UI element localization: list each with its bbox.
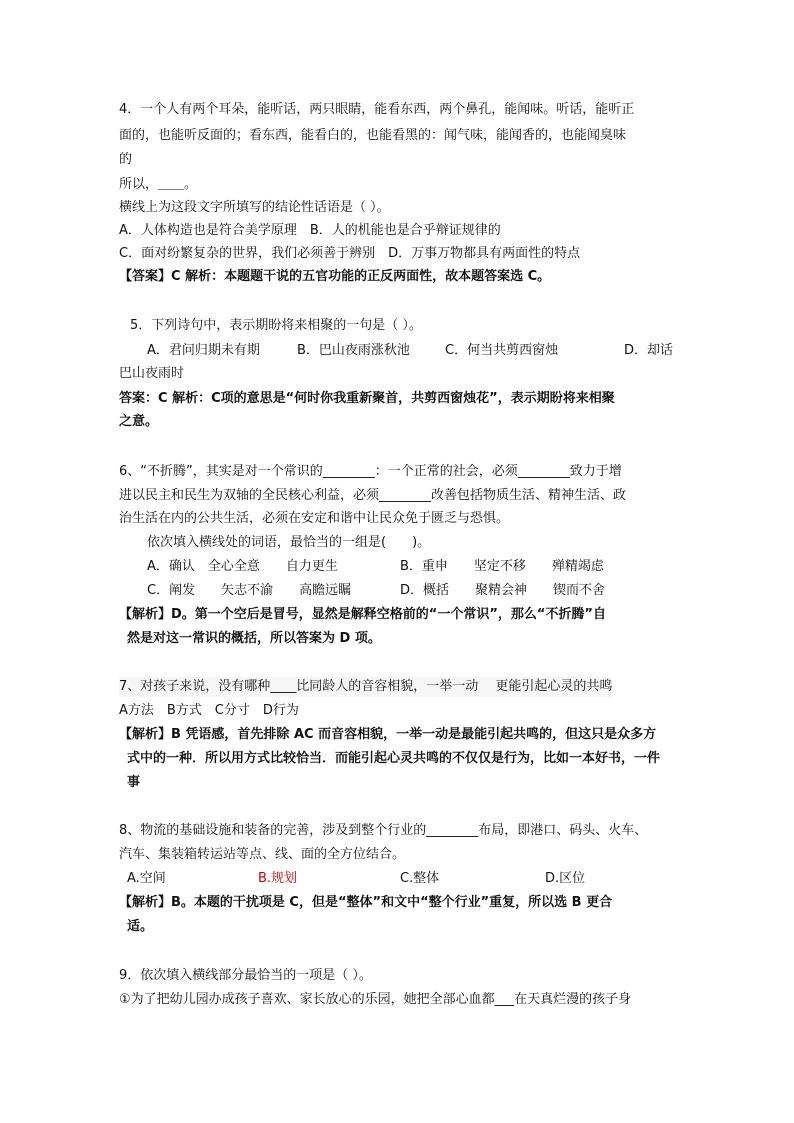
q5-answer-2: 之意。 bbox=[119, 414, 159, 429]
q6-answer-1: 【解析】D。第一个空后是冒号，显然是解释空格前的“一个常识”，那么“不折腾”自 bbox=[119, 607, 606, 622]
q4-line-3: 的 bbox=[119, 152, 133, 167]
q5-option-b: B．巴山夜雨涨秋池 bbox=[297, 343, 410, 358]
q7-line-1: 7、对孩子来说，没有哪种____比同龄人的音容相貌，一举一动 更能引起心灵的共鸣 bbox=[119, 677, 612, 697]
q4-line-2: 面的，也能听反面的；看东西，能看白的，也能看黑的：闻气味，能闻香的，也能闻臭味 bbox=[119, 128, 627, 143]
q5-answer-1: 答案：C 解析：C项的意思是“何时你我重新聚首，共剪西窗烛花”，表示期盼将来相聚 bbox=[119, 391, 615, 406]
q4-question: 横线上为这段文字所填写的结论性话语是（ ）。 bbox=[119, 200, 390, 215]
q5-option-a: A．君问归期未有期 bbox=[147, 343, 260, 358]
q4-line-4: 所以，＿＿。 bbox=[119, 177, 198, 192]
q4-options-ab: A．人体构造也是符合美学原理 B．人的机能也是合乎辩证规律的 bbox=[119, 223, 501, 238]
q6-option-d: D．概括 聚精会神 锲而不舍 bbox=[400, 583, 606, 598]
q7-options: A方法 B方式 C分寸 D行为 bbox=[119, 703, 299, 718]
q8-line-2: 汽车、集装箱转运站等点、线、面的全方位结合。 bbox=[119, 847, 406, 862]
q7-answer-3: 事 bbox=[127, 775, 141, 790]
q9-question: 9．依次填入横线部分最恰当的一项是（ ）。 bbox=[119, 968, 372, 983]
q8-option-d: D.区位 bbox=[545, 871, 586, 886]
q7-answer-2: 式中的一种．所以用方式比较恰当．而能引起心灵共鸣的不仅仅是行为，比如一本好书，一件 bbox=[127, 751, 661, 766]
q5-line-3: 巴山夜雨时 bbox=[119, 366, 185, 381]
q4-line-1: 4．一个人有两个耳朵，能听话，两只眼睛，能看东西，两个鼻孔，能闻味。听话，能听正 bbox=[119, 102, 635, 117]
q6-option-a: A．确认 全心全意 自力更生 bbox=[147, 559, 338, 574]
q7-answer-1: 【解析】B 凭语感，首先排除 AC 而音容相貌，一举一动是最能引起共鸣的，但这只是众多方 bbox=[119, 727, 657, 742]
q5-option-d: D．却话 bbox=[624, 343, 674, 358]
q8-line-1: 8、物流的基础设施和装备的完善，涉及到整个行业的________布局，即港口、码头、火车、 bbox=[119, 823, 648, 838]
q8-answer-1: 【解析】B。本题的干扰项是 C，但是“整体”和文中“整个行业”重复，所以选 B 更合 bbox=[119, 895, 613, 910]
q8-answer-2: 适。 bbox=[127, 919, 154, 934]
q6-question: 依次填入横线处的词语，最恰当的一组是( )。 bbox=[147, 535, 431, 550]
q8-option-b: B.规划 bbox=[258, 871, 298, 886]
q5-question: 5．下列诗句中，表示期盼将来相聚的一句是（ ）。 bbox=[130, 318, 422, 333]
q9-item-1: ①为了把幼儿园办成孩子喜欢、家长放心的乐园，她把全部心血都___在天真烂漫的孩子身 bbox=[119, 992, 632, 1007]
q6-option-b: B．重申 坚定不移 殚精竭虑 bbox=[400, 559, 604, 574]
q6-option-c: C．阐发 矢志不渝 高瞻远瞩 bbox=[147, 583, 352, 598]
q4-answer: 【答案】C 解析：本题题干说的五官功能的正反两面性，故本题答案选 C。 bbox=[119, 269, 551, 284]
q8-option-a: A.空间 bbox=[127, 871, 166, 886]
q6-answer-2: 然是对这一常识的概括，所以答案为 D 项。 bbox=[127, 631, 381, 646]
q6-line-2: 进以民主和民生为双轴的全民核心利益，必须________改善包括物质生活、精神生活、政 bbox=[119, 488, 627, 503]
q6-line-1: 6、“不折腾”，其实是对一个常识的________：一个正常的社会，必须________致力于增 bbox=[119, 464, 622, 479]
q6-line-3: 治生活在内的公共生活，必须在安定和谐中让民众免于匮乏与恐惧。 bbox=[119, 511, 510, 526]
q5-option-c: C．何当共剪西窗烛 bbox=[445, 343, 559, 358]
q8-option-c: C.整体 bbox=[400, 871, 440, 886]
q4-options-cd: C．面对纷繁复杂的世界，我们必须善于辨别 D．万事万物都具有两面性的特点 bbox=[119, 246, 581, 261]
